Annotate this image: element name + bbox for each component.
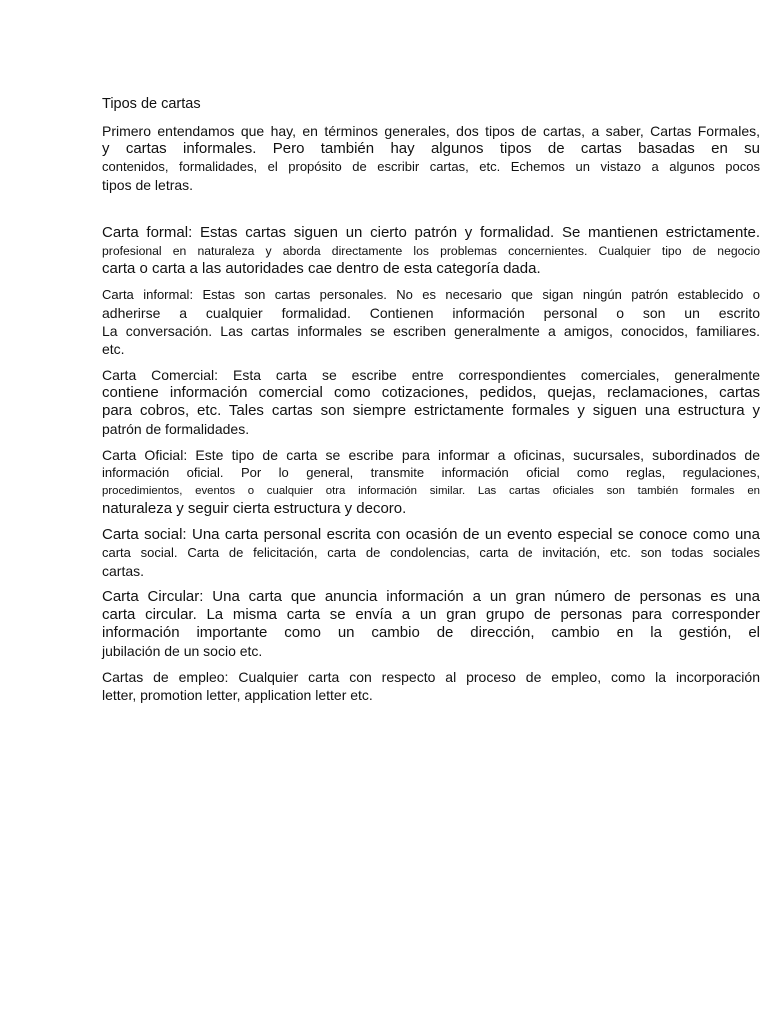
paragraph-empleo xyxy=(102,668,762,704)
paragraph-formal xyxy=(102,224,762,278)
paragraph-intro xyxy=(102,122,762,194)
text-line: La conversación. Las cartas informales se escriben generalmente a amigos, conocidos, familiares. xyxy=(102,323,760,339)
text-line: adherirse a cualquier formalidad. Contienen información personal o son un escrito xyxy=(102,305,760,321)
text-line: Primero entendamos que hay, en términos generales, dos tipos de cartas, a saber, Cartas Formales, xyxy=(102,123,760,139)
text-line: Carta formal: Estas cartas siguen un cierto patrón y formalidad. Se mantienen estrictamente. xyxy=(102,224,760,241)
text-line: Cartas de empleo: Cualquier carta con respecto al proceso de empleo, como la incorporación xyxy=(102,669,760,685)
spacer xyxy=(102,202,762,224)
text-line: cartas. xyxy=(102,563,145,579)
text-line: Carta informal: Estas son cartas personales. No es necesario que sigan ningún patrón establecido o xyxy=(102,287,760,302)
text-line: procedimientos, eventos o cualquier otra información similar. Las cartas oficiales son también formales en xyxy=(102,485,760,497)
text-line: para cobros, etc. Tales cartas son siempre estrictamente formales y siguen una estructura y xyxy=(102,402,760,419)
text-line: y cartas informales. Pero también hay algunos tipos de cartas basadas en su xyxy=(102,140,760,157)
text-line: contiene información comercial como cotizaciones, pedidos, quejas, reclamaciones, cartas xyxy=(102,384,760,401)
text-line: etc. xyxy=(102,341,125,357)
text-line: profesional en naturaleza y aborda directamente los problemas concernientes. Cualquier tipo de negocio xyxy=(102,244,760,258)
paragraph-informal xyxy=(102,286,762,358)
text-line: Carta Circular: Una carta que anuncia información a un gran número de personas es una xyxy=(102,588,760,605)
text-line: Carta Oficial: Este tipo de carta se escribe para informar a oficinas, sucursales, subordinados de xyxy=(102,447,760,463)
text-line: Carta Comercial: Esta carta se escribe entre correspondientes comerciales, generalmente xyxy=(102,367,760,383)
text-line: naturaleza y seguir cierta estructura y decoro. xyxy=(102,500,407,517)
text-line: carta circular. La misma carta se envía a un gran grupo de personas para corresponder xyxy=(102,606,760,623)
text-line: jubilación de un socio etc. xyxy=(102,643,263,659)
paragraph-circular xyxy=(102,588,762,660)
text-line: carta social. Carta de felicitación, carta de condolencias, carta de invitación, etc. son todas sociales xyxy=(102,545,760,560)
text-line: patrón de formalidades. xyxy=(102,421,250,437)
text-line: tipos de letras. xyxy=(102,177,194,193)
text-line: contenidos, formalidades, el propósito de escribir cartas, etc. Echemos un vistazo a algunos pocos xyxy=(102,159,760,174)
text-line: Carta social: Una carta personal escrita con ocasión de un evento especial se conoce como una xyxy=(102,526,760,543)
text-line: letter, promotion letter, application letter etc. xyxy=(102,687,373,703)
text-line: carta o carta a las autoridades cae dentro de esta categoría dada. xyxy=(102,260,541,277)
text-line: información importante como un cambio de dirección, cambio en la gestión, el xyxy=(102,624,760,641)
paragraph-comercial xyxy=(102,366,762,438)
paragraph-oficial xyxy=(102,446,762,518)
text-line: información oficial. Por lo general, transmite información oficial como reglas, regulaciones, xyxy=(102,465,760,480)
document-body xyxy=(102,94,762,712)
document-title: Tipos de cartas xyxy=(102,96,201,112)
paragraph-social xyxy=(102,526,762,580)
